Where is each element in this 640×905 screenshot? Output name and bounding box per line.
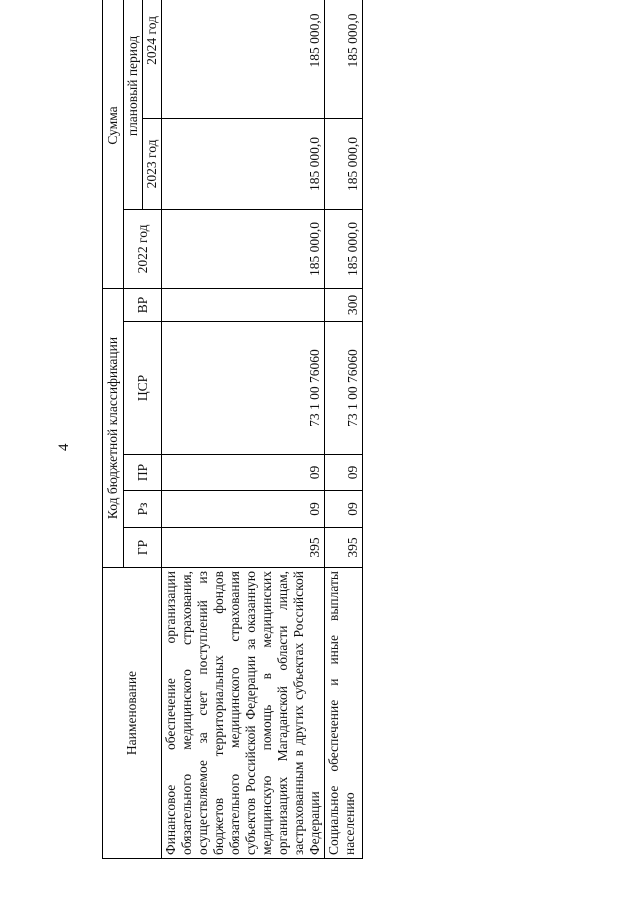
budget-table-container: [102, 13, 360, 859]
row-name: Финансовое обеспечение организации обязательного медицинского страхования, осуществляемое за счет поступлений из бюджетов территориальных фондов обязательного медицинского страхования субъектов Российской Федерации за оказанную медицинскую помощь в медицинских организациях Магаданской области лицам, застрахованным в других субъектах Российской Федерации: [162, 568, 325, 859]
row-gr: 395: [325, 528, 363, 568]
budget-table: [102, 0, 363, 859]
header-rz: Рз: [124, 491, 162, 528]
header-2023: 2023 год: [143, 118, 162, 209]
page-number: 4: [56, 443, 72, 451]
row-rz: 09: [325, 491, 363, 528]
header-name: Наименование: [103, 568, 162, 859]
row-pr: 09: [162, 455, 325, 491]
header-2024: 2024 год: [143, 0, 162, 118]
row-2023: 185 000,0: [162, 118, 325, 209]
row-name: Социальное обеспечение и иные выплаты населению: [325, 568, 363, 859]
row-csr: 73 1 00 76060: [325, 322, 363, 455]
row-2023: 185 000,0: [325, 118, 363, 209]
header-classification: Код бюджетной классификации: [103, 288, 124, 567]
row-rz: 09: [162, 491, 325, 528]
row-pr: 09: [325, 455, 363, 491]
header-csr: ЦСР: [124, 322, 162, 455]
row-2024: 185 000,0: [325, 0, 363, 118]
table-row: [325, 0, 363, 859]
header-2022: 2022 год: [124, 209, 162, 288]
header-vr: ВР: [124, 288, 162, 321]
row-vr: 300: [325, 288, 363, 321]
row-gr: 395: [162, 528, 325, 568]
header-planning-period: плановый период: [124, 0, 143, 209]
table-row: [162, 0, 325, 859]
header-gr: ГР: [124, 528, 162, 568]
row-csr: 73 1 00 76060: [162, 322, 325, 455]
row-2022: 185 000,0: [162, 209, 325, 288]
row-vr: [162, 288, 325, 321]
header-pr: ПР: [124, 455, 162, 491]
row-2024: 185 000,0: [162, 0, 325, 118]
header-sum: Сумма: [103, 0, 124, 288]
row-2022: 185 000,0: [325, 209, 363, 288]
